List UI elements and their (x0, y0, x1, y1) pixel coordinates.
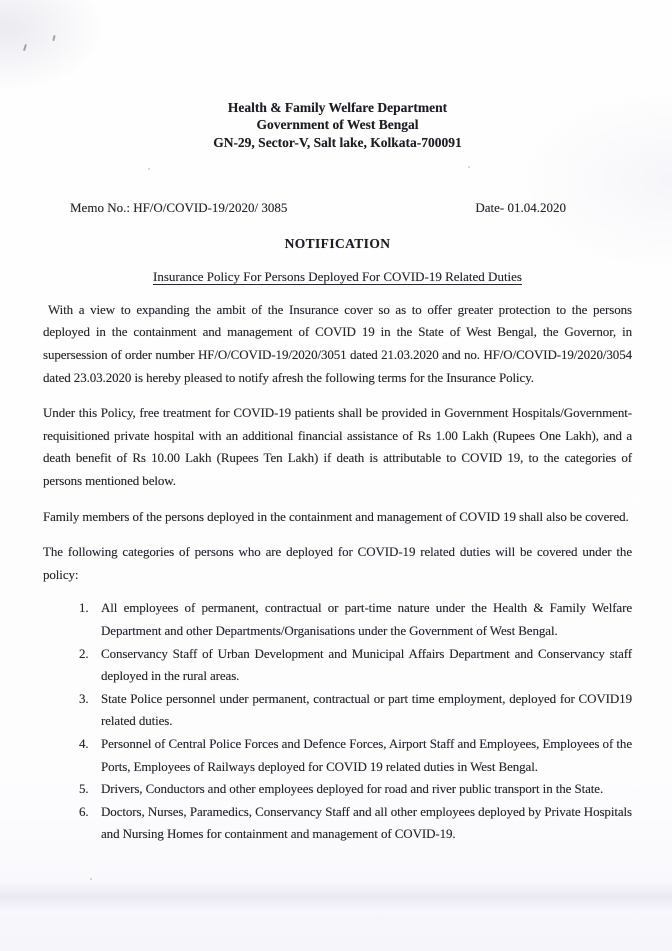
list-item-text: All employees of permanent, contractual or part-time nature under the Health & Family Welfare Department and other Departments/Organisations under the Government of West Bengal. (101, 600, 632, 639)
list-item (43, 643, 632, 688)
scan-speck (90, 878, 92, 880)
list-item-number: 1. (79, 600, 89, 616)
memo-date: Date- 01.04.2020 (475, 199, 566, 215)
list-item (43, 597, 632, 642)
list-item (43, 733, 632, 778)
notification-title: NOTIFICATION (284, 235, 391, 251)
letterhead (43, 99, 632, 151)
covered-categories-list (43, 597, 632, 846)
memo-number: Memo No.: HF/O/COVID-19/2020/ 3085 (70, 199, 288, 215)
list-item (43, 801, 632, 846)
list-item-text: State Police personnel under permanent, contractual or part time employment, deployed for COVID19 related duties. (101, 690, 632, 729)
scan-pen-mark (23, 44, 27, 51)
list-item-number: 2. (79, 645, 89, 661)
government-name: Government of West Bengal (256, 117, 419, 133)
list-item (43, 688, 632, 733)
paragraph-categories-intro: The following categories of persons who are deployed for COVID-19 related duties will be covered under the policy: (43, 544, 632, 582)
memo-row (43, 200, 632, 215)
department-name: Health & Family Welfare Department (227, 100, 448, 115)
document-content (43, 0, 632, 846)
list-item-text: Personnel of Central Police Forces and Defence Forces, Airport Staff and Employees, Employees of the Ports, Employees of Railways deployed for COVID 19 related duties in West Bengal. (101, 735, 632, 774)
scan-shading-band (0, 882, 672, 912)
list-item-number: 4. (79, 735, 89, 751)
department-address: GN-29, Sector-V, Salt lake, Kolkata-700091 (213, 134, 462, 150)
list-item-text: Drivers, Conductors and other employees deployed for road and river public transport in the State. (101, 781, 604, 797)
list-item-number: 3. (79, 690, 89, 706)
paragraph-preamble: With a view to expanding the ambit of the Insurance cover so as to offer greater protection to the persons deployed in the containment and management of COVID 19 in the State of West Bengal, the Governor, in supersession of order number HF/O/COVID-19/2020/3051 dated 21.03.2020 and no. HF/O/COVID-19/2020/3054 dated 23.03.2020 is hereby pleased to notify afresh the following terms for the Insurance Policy. (43, 301, 632, 385)
list-item (43, 778, 632, 801)
list-item-text: Conservancy Staff of Urban Development and Municipal Affairs Department and Conservancy staff deployed in the rural areas. (101, 645, 632, 684)
paragraph-policy-benefits: Under this Policy, free treatment for COVID-19 patients shall be provided in Government Hospitals/Government-requisitioned private hospital with an additional financial assistance of Rs 1.00 Lakh (Rupees One Lakh), and a death benefit of Rs 10.00 Lakh (Rupees Ten Lakh) if death is attributable to COVID 19, to the categories of persons mentioned below. (43, 405, 632, 489)
list-item-number: 6. (79, 803, 89, 819)
subject-line: Insurance Policy For Persons Deployed For COVID-19 Related Duties (153, 268, 522, 284)
paragraph-family-members: Family members of the persons deployed in the containment and management of COVID 19 shall also be covered. (43, 508, 629, 524)
list-item-text: Doctors, Nurses, Paramedics, Conservancy Staff and all other employees deployed by Private Hospitals and Nursing Homes for containment and management of COVID-19. (101, 803, 632, 842)
list-item-number: 5. (79, 781, 89, 797)
